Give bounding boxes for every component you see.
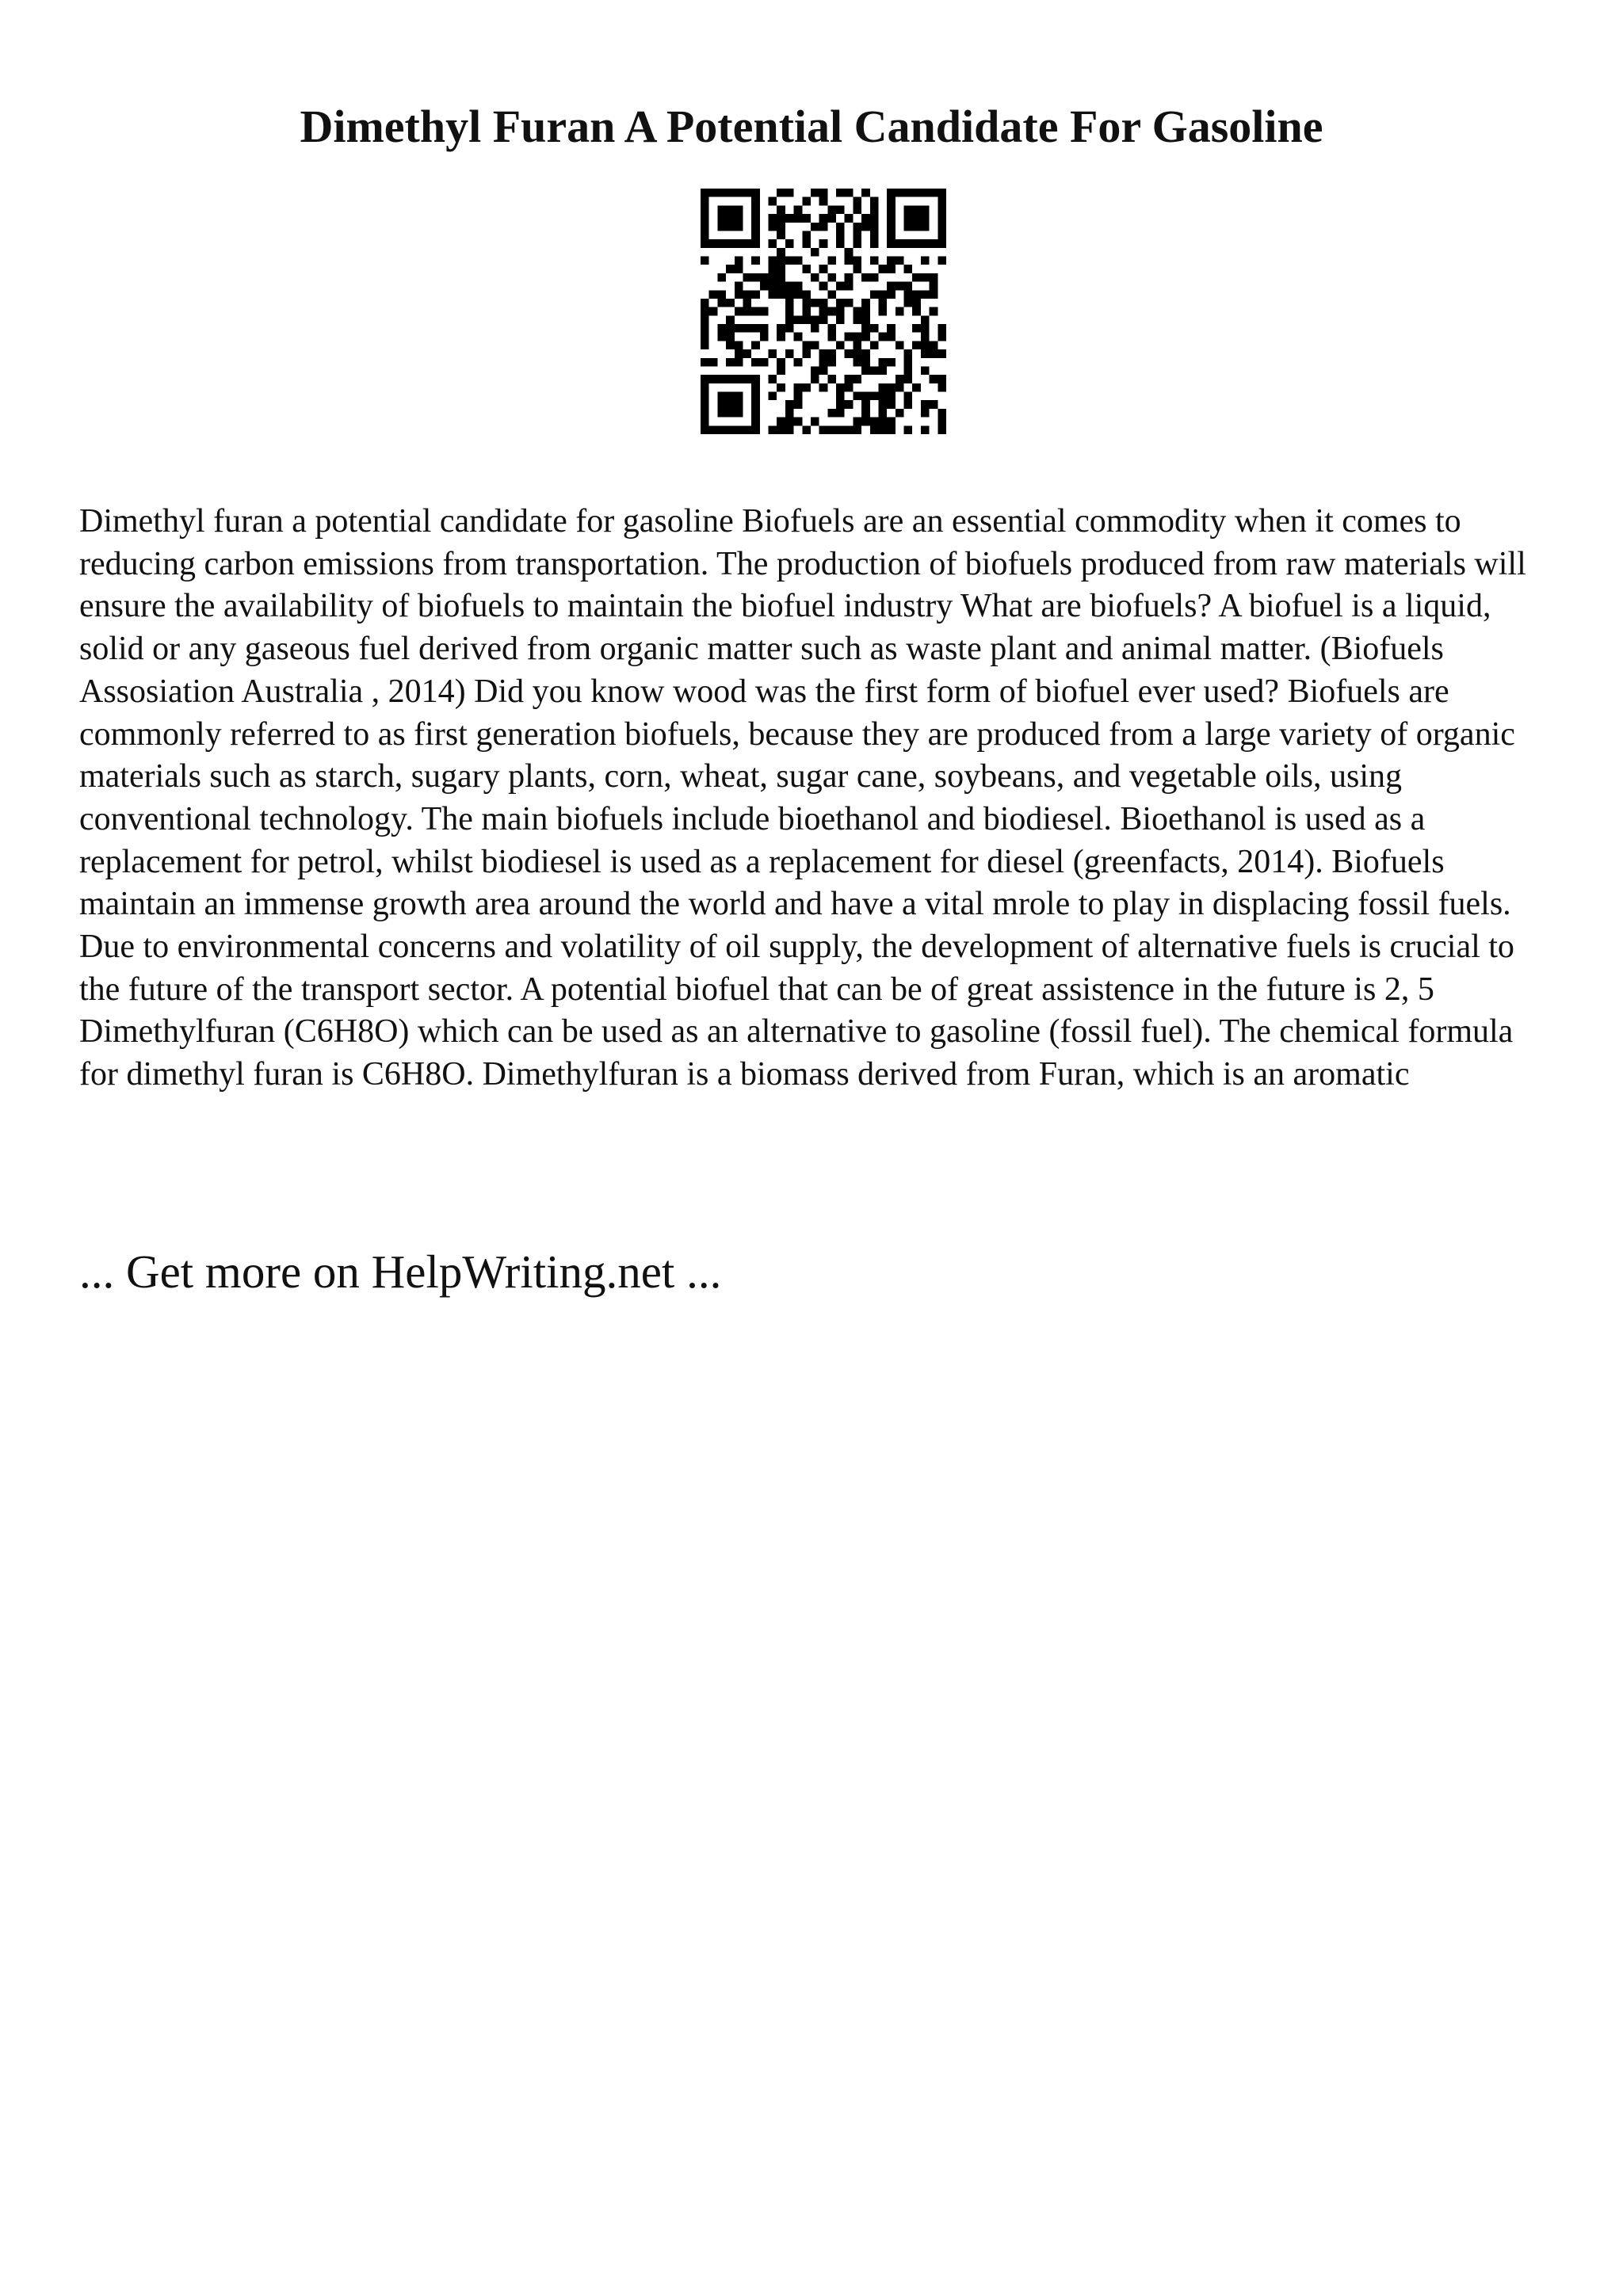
qr-code-icon[interactable] — [701, 189, 946, 434]
document-title: Dimethyl Furan A Potential Candidate For Gasoline — [300, 101, 1323, 152]
get-more-link[interactable]: ... Get more on HelpWriting.net ... — [79, 1245, 722, 1298]
document-body-text: Dimethyl furan a potential candidate for gasoline Biofuels are an essential commodity when it comes to reducing carbon emissions from transportation. The production of biofuels produced from raw materials will ensure the availability of biofuels to maintain the biofuel industry What are biofuels? A biofuel is a liquid, solid or any gaseous fuel derived from organic matter such as waste plant and animal matter. (Biofuels Assosiation Australia , 2014) Did you know wood was the first form of biofuel ever used? Biofuels are commonly referred to as first generation biofuels, because they are produced from a large variety of organic materials such as starch, sugary plants, corn, wheat, sugar cane, soybeans, and vegetable oils, using conventional technology. The main biofuels include bioethanol and biodiesel. Bioethanol is used as a replacement for petrol, whilst biodiesel is used as a replacement for diesel (greenfacts, 2014). Biofuels maintain an immense growth area around the world and have a vital mrole to play in displacing fossil fuels. Due to environmental concerns and volatility of oil supply, the development of alternative fuels is crucial to the future of the transport sector. A potential biofuel that can be of great assistence in the future is 2, 5 Dimethylfuran (C6H8O) which can be used as an alternative to gasoline (fossil fuel). The chemical formula for dimethyl furan is C6H8O. Dimethylfuran is a biomass derived from Furan, which is an aromatic — [79, 503, 1526, 1093]
